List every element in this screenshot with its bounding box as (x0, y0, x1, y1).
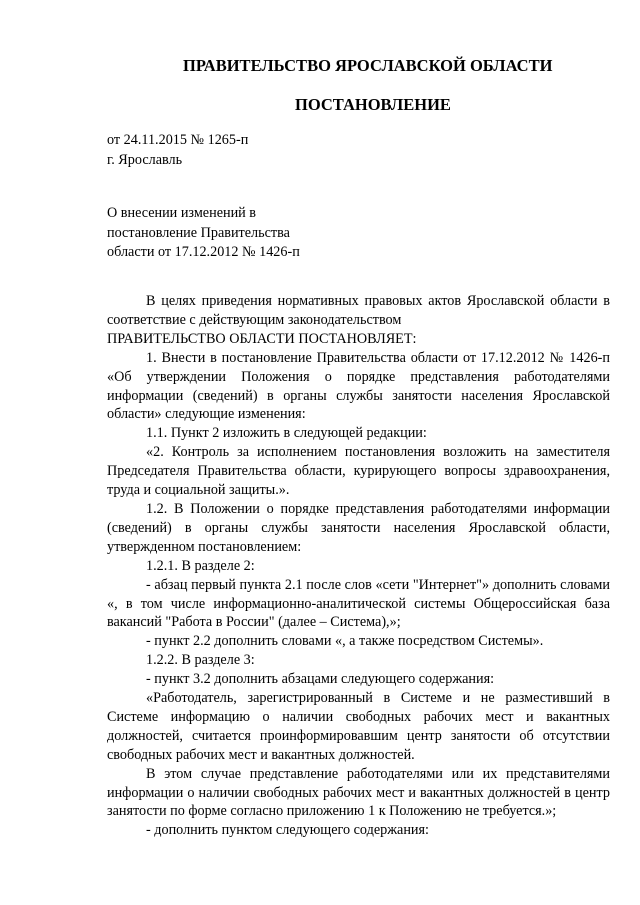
resolution-phrase: ПРАВИТЕЛЬСТВО ОБЛАСТИ ПОСТАНОВЛЯЕТ: (107, 330, 417, 347)
body-paragraph: - дополнить пунктом следующего содержания: (146, 822, 429, 839)
government-title: ПРАВИТЕЛЬСТВО ЯРОСЛАВСКОЙ ОБЛАСТИ (183, 56, 553, 75)
subject-line: области от 17.12.2012 № 1426-п (107, 244, 300, 260)
body-paragraph: - пункт 2.2 дополнить словами «, а также посредством Системы». (146, 633, 544, 650)
body-paragraph: - абзац первый пункта 2.1 после слов «сети "Интернет"» дополнить словами «, в том числе информационно-аналитической системы Общероссийская база вакансий "Работа в России" (далее – Система),»; (107, 576, 610, 631)
document-body (107, 292, 610, 840)
body-paragraph: 1. Внести в постановление Правительства области от 17.12.2012 № 1426-п «Об утверждении Положения о порядке представления работодателями информации (сведений) в органы службы занятости населения Ярославской области» следующие изменения: (107, 349, 610, 423)
preamble-paragraph: В целях приведения нормативных правовых актов Ярославской области в соответствие с действующим законодательством (107, 293, 610, 328)
subject-line: постановление Правительства (107, 224, 290, 241)
body-paragraph: «2. Контроль за исполнением постановления возложить на заместителя Председателя Правительства области, курирующего вопросы здравоохранения, труда и социальной защиты.». (107, 444, 610, 499)
document-subject (107, 204, 300, 263)
subject-line: О внесении изменений в (107, 205, 257, 221)
body-paragraph: 1.2.2. В разделе 3: (146, 652, 255, 669)
body-paragraph: 1.2.1. В разделе 2: (146, 557, 255, 574)
body-paragraph: - пункт 3.2 дополнить абзацами следующего содержания: (146, 671, 495, 688)
document-type-title: ПОСТАНОВЛЕНИЕ (295, 95, 451, 114)
body-paragraph: «Работодатель, зарегистрированный в Системе и не разместивший в Системе информацию о наличии свободных рабочих мест и вакантных должностей, считается проинформировавшим центр занятости об отсутствии свободных рабочих мест и вакантных должностей. (107, 690, 610, 763)
date-number: от 24.11.2015 № 1265-п (107, 132, 249, 148)
body-paragraph: В этом случае представление работодателями или их представителями информации о наличии свободных рабочих мест и вакантных должностей в центр занятости по форме согласно приложению 1 к Положению не требуется.»; (107, 765, 610, 820)
body-paragraph: 1.1. Пункт 2 изложить в следующей редакции: (146, 425, 427, 442)
city: г. Ярославль (107, 151, 183, 168)
document-meta (107, 131, 248, 170)
body-paragraph: 1.2. В Положении о порядке представления работодателями информации (сведений) в органы службы занятости населения Ярославской области, утвержденном постановлением: (107, 500, 610, 555)
